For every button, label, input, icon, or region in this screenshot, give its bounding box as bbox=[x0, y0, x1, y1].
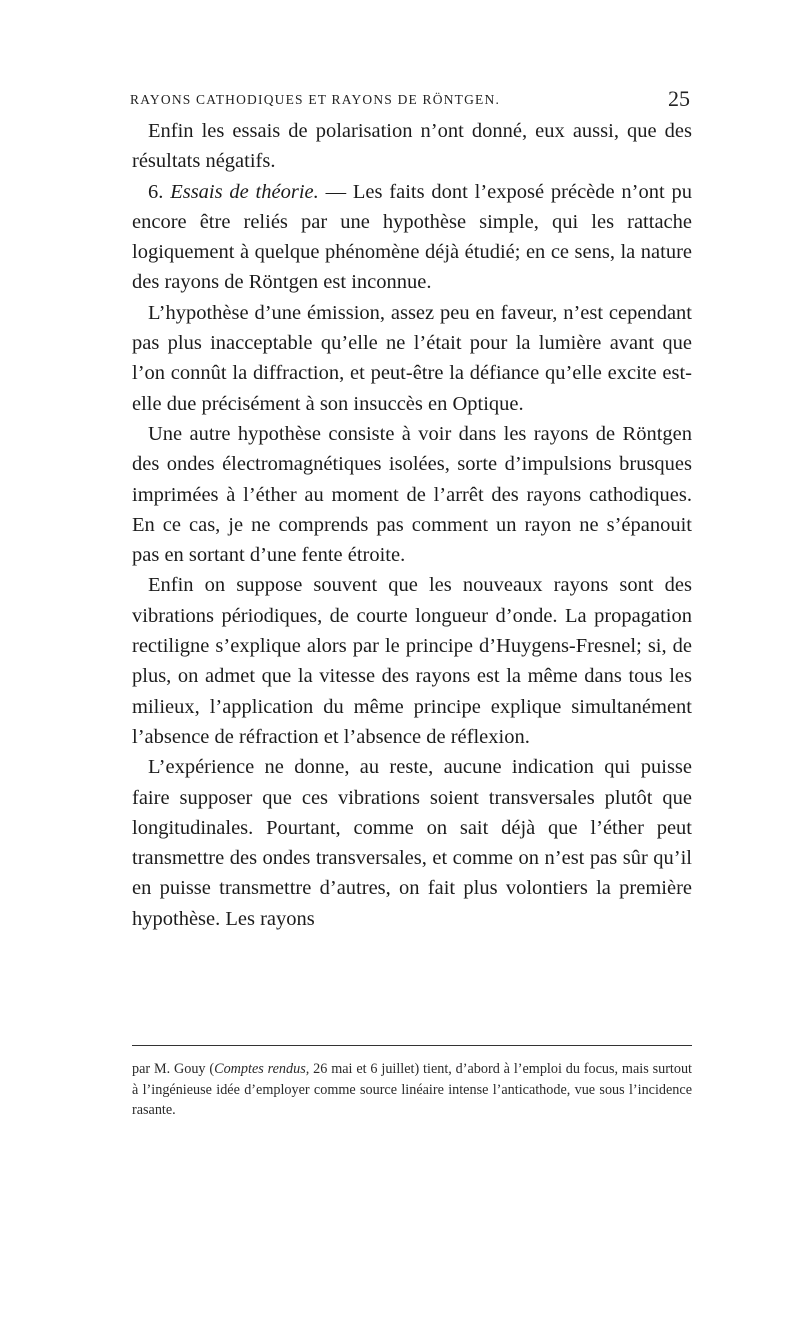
body-text bbox=[132, 116, 692, 934]
paragraph-4: Une autre hypothèse consiste à voir dans les rayons de Röntgen des ondes électromagnétiques isolées, sorte d’impulsions brusques imprimées à l’éther au moment de l’arrêt des rayons cathodiques. En ce cas, je ne comprends pas comment un rayon ne s’épanouit pas en sortant d’une fente étroite. bbox=[132, 422, 692, 567]
paragraph-5: Enfin on suppose souvent que les nouveaux rayons sont des vibrations périodiques, de courte longueur d’onde. La propagation rectiligne s’explique alors par le principe d’Huygens-Fresnel; si, de plus, on admet que la vitesse des rayons est la même dans tous les milieux, l’application du même principe explique simultanément l’absence de réfraction et l’absence de réflexion. bbox=[132, 574, 692, 748]
footnote-source: Comptes rendus, bbox=[214, 1061, 310, 1077]
running-title: RAYONS CATHODIQUES ET RAYONS DE RÖNTGEN. bbox=[130, 92, 501, 107]
section-number: 6. bbox=[148, 180, 164, 203]
page-number: 25 bbox=[668, 86, 690, 111]
running-head bbox=[130, 86, 690, 114]
footnote-rest: 26 mai et 6 juillet) tient, d’abord à l’emploi du focus, mais surtout à l’ingénieuse idée d’employer comme source linéaire intense l’anticathode, vue sous l’incidence rasante. bbox=[132, 1061, 692, 1118]
paragraph-1: Enfin les essais de polarisation n’ont donné, eux aussi, que des résultats négatifs. bbox=[132, 120, 692, 173]
footnote-divider bbox=[132, 1045, 692, 1046]
footnote-lead: par M. Gouy ( bbox=[132, 1061, 215, 1077]
paragraph-3: L’hypothèse d’une émission, assez peu en faveur, n’est cependant pas plus inacceptable qu’elle ne l’était pour la lumière avant que l’on connût la diffraction, et peut-être la défiance qu’elle excite est-elle due précisément à son insuccès en Optique. bbox=[132, 301, 692, 415]
section-text: — Les faits dont l’exposé précède n’ont pu encore être reliés par une hypothèse simple, qui les rattache logiquement à quelque phénomène déjà étudié; en ce sens, la nature des rayons de Röntgen est inconnue. bbox=[132, 180, 693, 294]
paragraph-section-6 bbox=[132, 177, 692, 298]
paragraph-6: L’expérience ne donne, au reste, aucune indication qui puisse faire supposer que ces vibrations soient transversales plutôt que longitudinales. Pourtant, comme on sait déjà que l’éther peut transmettre des ondes transversales, et comme on n’est pas sûr qu’il en puisse transmettre d’autres, on fait plus volontiers la première hypothèse. Les rayons bbox=[132, 756, 692, 930]
section-heading: Essais de théorie. bbox=[170, 180, 319, 203]
footnote bbox=[132, 1059, 692, 1121]
